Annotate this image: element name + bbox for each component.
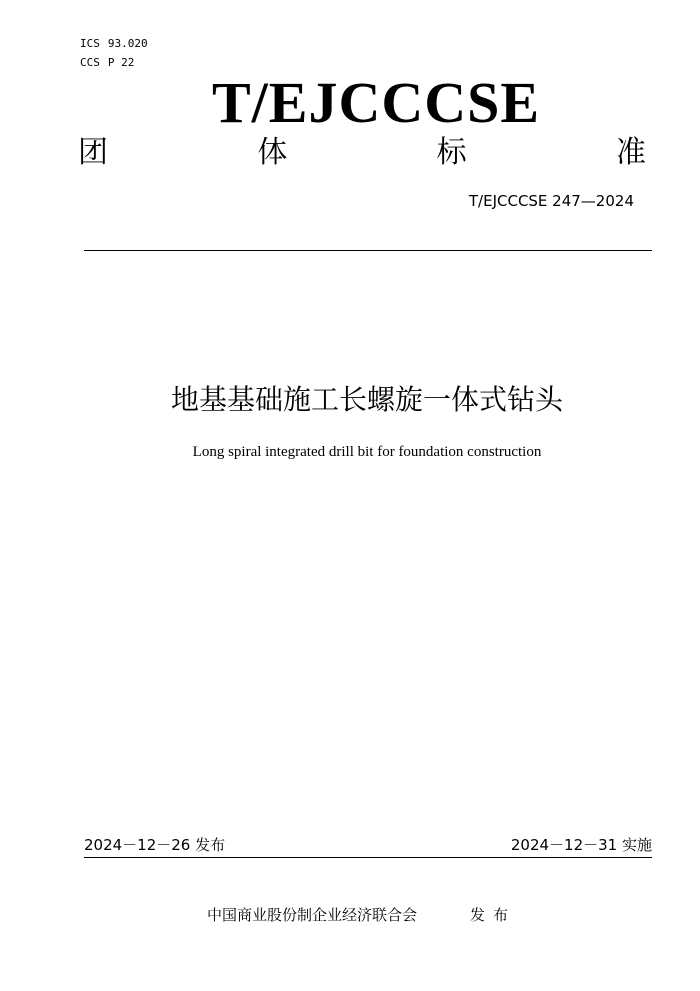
top-divider bbox=[84, 250, 652, 251]
bottom-divider bbox=[84, 857, 652, 858]
standard-type-char: 体 bbox=[257, 135, 288, 170]
ics-label: ICS bbox=[80, 37, 100, 50]
ccs-label: CCS bbox=[80, 56, 100, 69]
ccs-value: P 22 bbox=[107, 56, 135, 69]
ics-value: 93.020 bbox=[107, 37, 148, 50]
title-chinese: 地基基础施工长螺旋一体式钻头 bbox=[170, 383, 563, 416]
issuer-name: 中国商业股份制企业经济联合会 bbox=[207, 906, 418, 924]
standard-number: T/EJCCCSE 247—2024 bbox=[468, 192, 634, 210]
classification-codes bbox=[80, 34, 148, 72]
standard-type-char: 团 bbox=[78, 135, 108, 170]
publish-date: 2024－12－26 发布 bbox=[84, 836, 226, 854]
standard-logo: T/EJCCCSE bbox=[212, 70, 541, 135]
standard-type-char: 准 bbox=[615, 135, 646, 170]
effective-date: 2024－12－31 实施 bbox=[510, 836, 652, 854]
standard-type-char: 标 bbox=[436, 135, 467, 170]
standard-type bbox=[78, 133, 646, 173]
title-english: Long spiral integrated drill bit for foundation construction bbox=[192, 444, 542, 460]
issuer-action: 发布 bbox=[470, 906, 517, 924]
ics-row bbox=[80, 34, 148, 53]
ccs-row bbox=[80, 53, 148, 72]
